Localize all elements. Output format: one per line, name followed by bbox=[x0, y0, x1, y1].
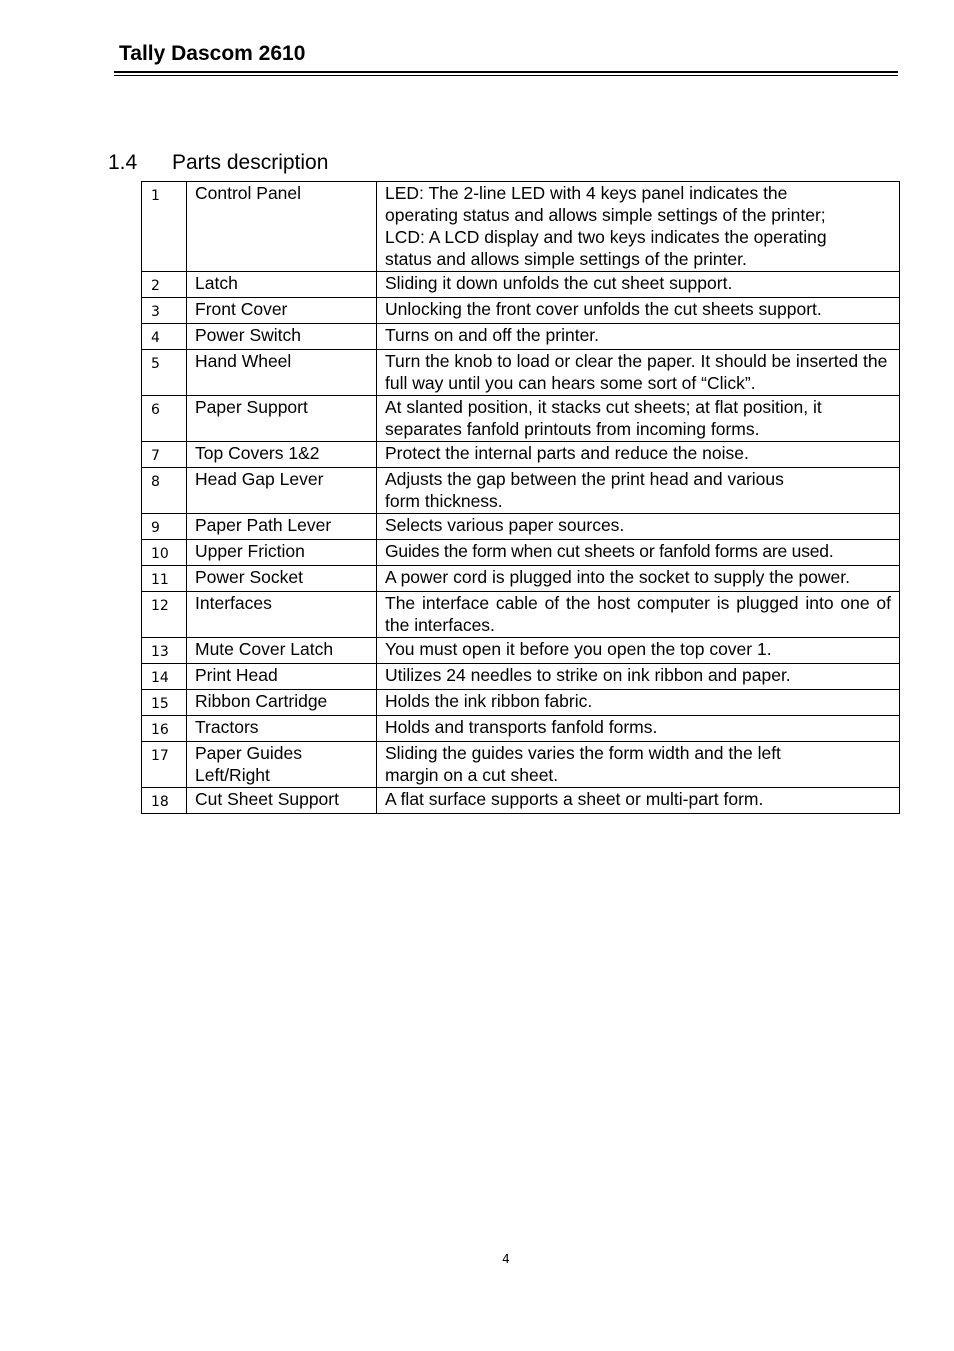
header-divider-thick bbox=[114, 71, 898, 73]
part-name: Tractors bbox=[187, 716, 377, 742]
part-name: Mute Cover Latch bbox=[187, 638, 377, 664]
part-description: Guides the form when cut sheets or fanfold forms are used. bbox=[377, 540, 900, 566]
table-row bbox=[142, 716, 900, 742]
part-description: Turn the knob to load or clear the paper. It should be inserted the full way until you can hears some sort of “Click”. bbox=[377, 350, 900, 396]
part-description: Protect the internal parts and reduce the noise. bbox=[377, 442, 900, 468]
part-number: 18 bbox=[142, 788, 187, 814]
table-row bbox=[142, 664, 900, 690]
part-description: Turns on and off the printer. bbox=[377, 324, 900, 350]
table-row bbox=[142, 566, 900, 592]
part-number: 4 bbox=[142, 324, 187, 350]
part-number: 6 bbox=[142, 396, 187, 442]
part-number: 10 bbox=[142, 540, 187, 566]
page-number: 4 bbox=[502, 1252, 510, 1266]
part-description: LED: The 2-line LED with 4 keys panel indicates the operating status and allows simple settings of the printer; LCD: A LCD display and two keys indicates the operating status and allows simple settings of the printer. bbox=[377, 182, 900, 272]
part-description: Sliding it down unfolds the cut sheet support. bbox=[377, 272, 900, 298]
section-number: 1.4 bbox=[108, 151, 138, 174]
part-number: 7 bbox=[142, 442, 187, 468]
part-description: A power cord is plugged into the socket to supply the power. bbox=[377, 566, 900, 592]
part-name: Upper Friction bbox=[187, 540, 377, 566]
part-name: Power Socket bbox=[187, 566, 377, 592]
part-name: Top Covers 1&2 bbox=[187, 442, 377, 468]
table-row bbox=[142, 442, 900, 468]
table-row bbox=[142, 540, 900, 566]
section-title: Parts description bbox=[172, 151, 329, 174]
table-row bbox=[142, 468, 900, 514]
part-name: Paper Support bbox=[187, 396, 377, 442]
table-row bbox=[142, 350, 900, 396]
table-row bbox=[142, 298, 900, 324]
part-description: Sliding the guides varies the form width and the left margin on a cut sheet. bbox=[377, 742, 900, 788]
part-number: 8 bbox=[142, 468, 187, 514]
part-description: At slanted position, it stacks cut sheets; at flat position, it separates fanfold printouts from incoming forms. bbox=[377, 396, 900, 442]
part-number: 11 bbox=[142, 566, 187, 592]
part-name: Front Cover bbox=[187, 298, 377, 324]
table-row bbox=[142, 592, 900, 638]
part-number: 14 bbox=[142, 664, 187, 690]
part-name: Paper Path Lever bbox=[187, 514, 377, 540]
part-number: 2 bbox=[142, 272, 187, 298]
part-number: 15 bbox=[142, 690, 187, 716]
part-description: You must open it before you open the top cover 1. bbox=[377, 638, 900, 664]
part-description: Selects various paper sources. bbox=[377, 514, 900, 540]
section-heading bbox=[108, 151, 328, 175]
part-name: Cut Sheet Support bbox=[187, 788, 377, 814]
part-name: Head Gap Lever bbox=[187, 468, 377, 514]
table-row bbox=[142, 742, 900, 788]
part-number: 1 bbox=[142, 182, 187, 272]
table-row bbox=[142, 638, 900, 664]
part-number: 3 bbox=[142, 298, 187, 324]
part-name: Control Panel bbox=[187, 182, 377, 272]
part-description: Holds the ink ribbon fabric. bbox=[377, 690, 900, 716]
part-name: Paper Guides Left/Right bbox=[187, 742, 377, 788]
part-description: Adjusts the gap between the print head and various form thickness. bbox=[377, 468, 900, 514]
part-name: Interfaces bbox=[187, 592, 377, 638]
table-row bbox=[142, 690, 900, 716]
table-row bbox=[142, 324, 900, 350]
part-description: Holds and transports fanfold forms. bbox=[377, 716, 900, 742]
part-description: A flat surface supports a sheet or multi-part form. bbox=[377, 788, 900, 814]
part-number: 16 bbox=[142, 716, 187, 742]
table-row bbox=[142, 514, 900, 540]
part-number: 9 bbox=[142, 514, 187, 540]
parts-table bbox=[141, 181, 900, 814]
table-row bbox=[142, 788, 900, 814]
part-description: Utilizes 24 needles to strike on ink ribbon and paper. bbox=[377, 664, 900, 690]
part-number: 5 bbox=[142, 350, 187, 396]
document-header-title: Tally Dascom 2610 bbox=[119, 42, 306, 65]
part-description: Unlocking the front cover unfolds the cut sheets support. bbox=[377, 298, 900, 324]
table-row bbox=[142, 272, 900, 298]
part-number: 17 bbox=[142, 742, 187, 788]
part-description: The interface cable of the host computer is plugged into one of the interfaces. bbox=[377, 592, 900, 638]
part-name: Power Switch bbox=[187, 324, 377, 350]
table-row bbox=[142, 182, 900, 272]
header-divider-thin bbox=[114, 75, 898, 76]
part-name: Print Head bbox=[187, 664, 377, 690]
part-number: 12 bbox=[142, 592, 187, 638]
part-name: Hand Wheel bbox=[187, 350, 377, 396]
part-number: 13 bbox=[142, 638, 187, 664]
part-name: Latch bbox=[187, 272, 377, 298]
table-row bbox=[142, 396, 900, 442]
part-name: Ribbon Cartridge bbox=[187, 690, 377, 716]
